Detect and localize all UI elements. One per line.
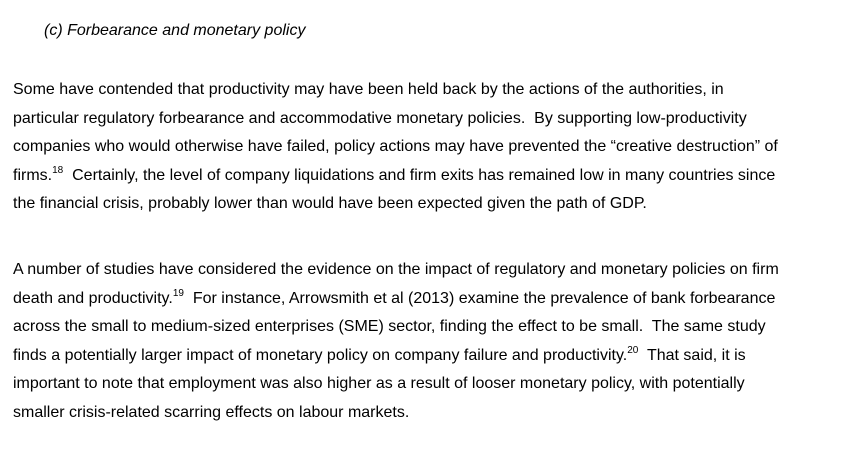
text-line [13, 162, 853, 191]
section-heading: (c) Forbearance and monetary policy [44, 22, 306, 39]
paragraph-forbearance-intro [13, 76, 853, 219]
text-line [13, 190, 853, 219]
text-segment: death and productivity. [13, 289, 173, 307]
text-segment: finds a potentially larger impact of monetary policy on company failure and productivity. [13, 346, 628, 364]
text-segment: For instance, Arrowsmith et al (2013) examine the prevalence of bank forbearance [183, 289, 776, 307]
footnote-reference[interactable]: 20 [627, 344, 639, 356]
text-line [13, 313, 853, 342]
text-segment: Some have contended that productivity may have been held back by the actions of the authorities, in [13, 81, 724, 98]
text-segment: A number of studies have considered the evidence on the impact of regulatory and monetary policies on firm [13, 261, 779, 278]
text-segment: firms. [13, 166, 53, 184]
footnote-reference[interactable]: 19 [172, 287, 184, 299]
text-segment: That said, it is [638, 346, 746, 364]
text-line [13, 133, 853, 162]
text-segment: particular regulatory forbearance and accommodative monetary policies. By supporting low-productivity [13, 109, 747, 127]
paragraph-studies-evidence [13, 256, 853, 427]
text-segment: companies who would otherwise have failed, policy actions may have prevented the “creative destruction” of [13, 138, 778, 155]
footnote-reference[interactable]: 18 [52, 164, 64, 176]
text-line [13, 370, 853, 399]
text-line [13, 285, 853, 314]
text-line [13, 256, 853, 285]
text-line [13, 399, 853, 428]
text-line [13, 342, 853, 371]
text-line [13, 105, 853, 134]
text-segment: the financial crisis, probably lower than would have been expected given the path of GDP. [13, 195, 647, 212]
text-segment: smaller crisis-related scarring effects on labour markets. [13, 403, 410, 421]
text-line [13, 76, 853, 105]
text-segment: Certainly, the level of company liquidations and firm exits has remained low in many countries since [63, 166, 776, 184]
text-segment: important to note that employment was also higher as a result of looser monetary policy, with potentially [13, 375, 745, 392]
text-segment: across the small to medium-sized enterprises (SME) sector, finding the effect to be small. The same study [13, 318, 766, 335]
